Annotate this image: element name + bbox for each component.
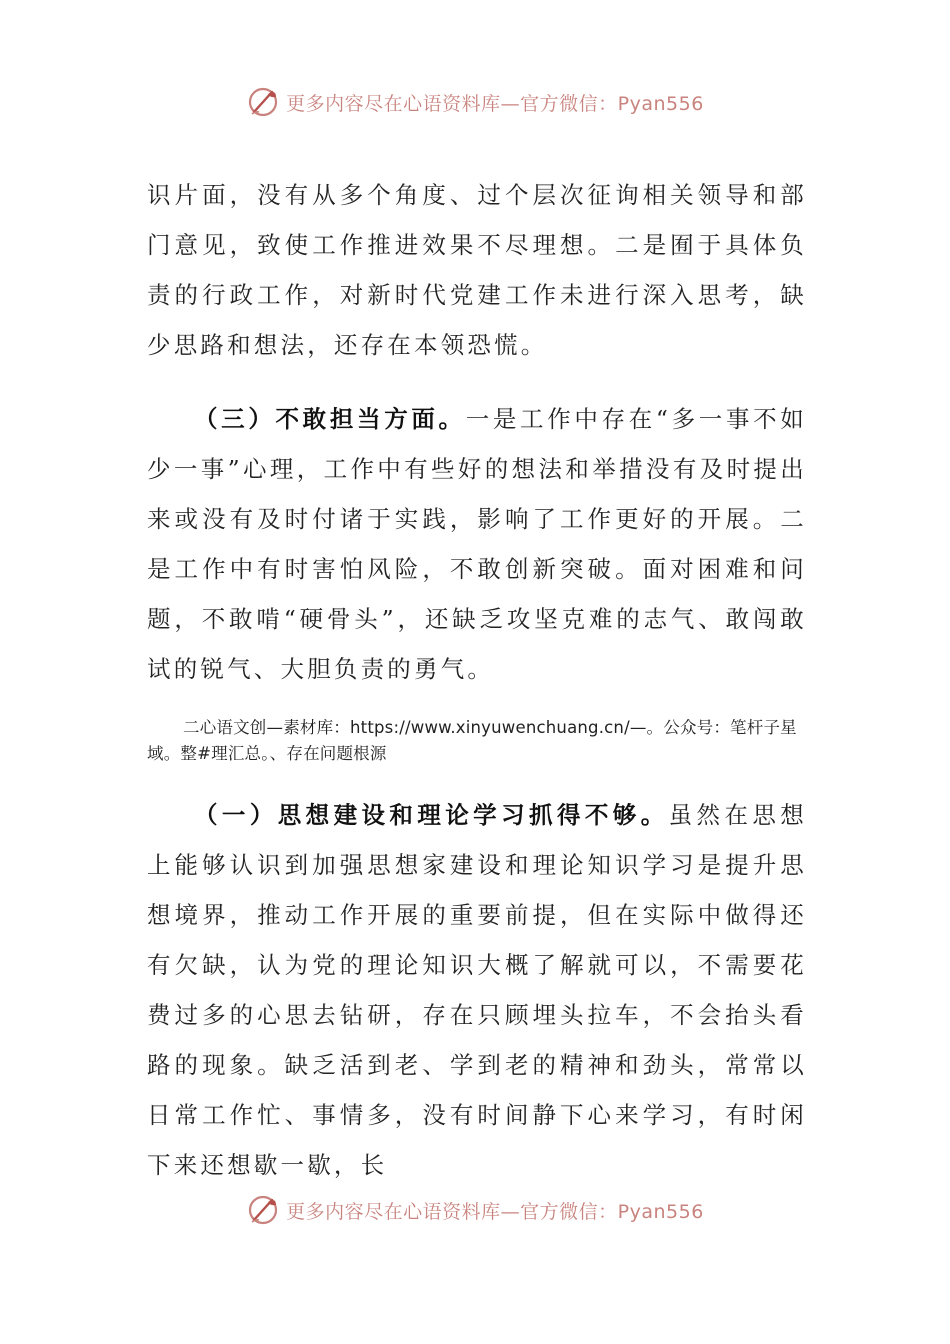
source-note: 二心语文创—素材库：https://www.xinyuwenchuang.cn/—。公众号：笔杆子星域。整#理汇总。、存在问题根源 xyxy=(147,718,797,763)
paragraph-3-text xyxy=(147,790,807,1190)
paragraph-1-text: 识片面，没有从多个角度、过个层次征询相关领导和部门意见，致使工作推进效果不尽理想。二是囿于具体负责的行政工作，对新时代党建工作未进行深入思考，缺少思路和想法，还存在本领恐慌。 xyxy=(147,181,807,359)
quill-pen-icon xyxy=(246,85,280,119)
paragraph-2-text xyxy=(147,394,807,694)
paragraph-2 xyxy=(147,394,807,694)
banner-title: 更多内容尽在心语资料库 xyxy=(286,92,501,115)
paragraph-3-body: 虽然在思想上能够认识到加强思想家建设和理论知识学习是提升思想境界，推动工作开展的重要前提，但在实际中做得还有欠缺，认为党的理论知识大概了解就可以，不需要花费过多的心思去钻研，存在只顾埋头拉车，不会抬头看路的现象。缺乏活到老、学到老的精神和劲头，常常以日常工作忙、事情多，没有时间静下心来学习，有时闲下来还想歇一歇，长 xyxy=(147,801,807,1179)
paragraph-1 xyxy=(147,170,807,370)
header-banner-inner xyxy=(246,85,704,119)
banner-title: 更多内容尽在心语资料库 xyxy=(286,1200,501,1223)
header-banner xyxy=(0,82,950,122)
quill-pen-icon xyxy=(246,1193,280,1227)
paragraph-2-body: 一是工作中存在“多一事不如少一事”心理，工作中有些好的想法和举措没有及时提出来或没有及时付诸于实践，影响了工作更好的开展。二是工作中有时害怕风险，不敢创新突破。面对困难和问题，不敢啃“硬骨头”，还缺乏攻坚克难的志气、敢闯敢试的锐气、大胆负责的勇气。 xyxy=(147,405,807,683)
footer-banner-inner xyxy=(246,1193,704,1227)
header-banner-text xyxy=(286,89,704,116)
footer-banner-text xyxy=(286,1197,704,1224)
paragraph-2-heading: （三）不敢担当方面。 xyxy=(194,405,466,433)
banner-separator: — xyxy=(500,92,521,115)
banner-wechat: 官方微信：Pyan556 xyxy=(520,92,704,115)
footer-banner xyxy=(0,1190,950,1230)
paragraph-3 xyxy=(147,790,807,1190)
banner-separator: — xyxy=(500,1200,521,1223)
paragraph-3-heading: （一）思想建设和理论学习抓得不够。 xyxy=(194,801,669,829)
banner-wechat: 官方微信：Pyan556 xyxy=(520,1200,704,1223)
